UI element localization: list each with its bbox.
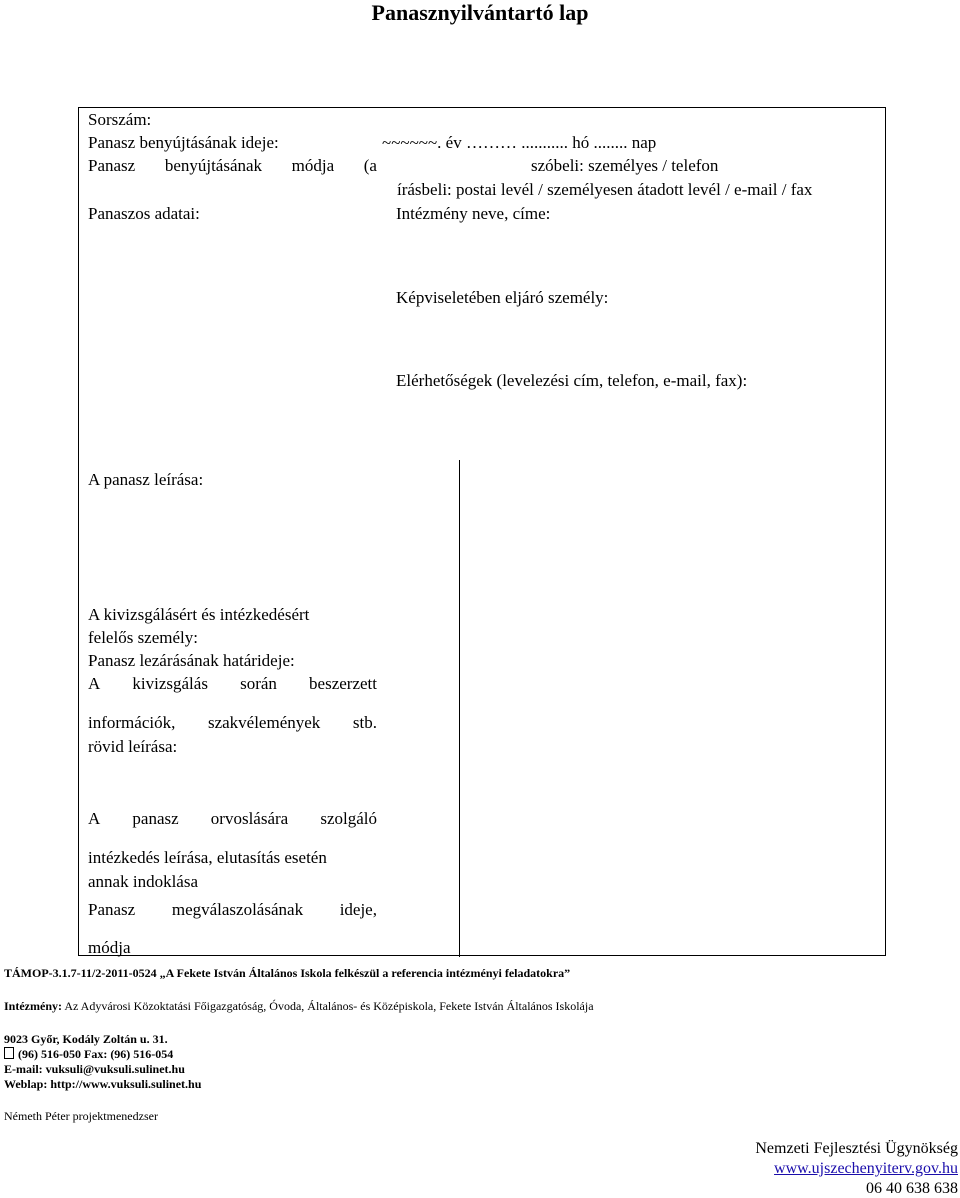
submission-date-label: Panasz benyújtásának ideje: [88,133,279,152]
remedy-label-line1: A panasz orvoslására szolgáló [88,809,377,828]
institution-line [4,999,594,1014]
remedy-label-line3: annak indoklása [88,872,198,891]
serial-label: Sorszám: [88,110,152,129]
submission-mode-label: Panasz benyújtásának módja (a [88,156,377,175]
contacts-label: Elérhetőségek (levelezési cím, telefon, e-mail, fax): [396,371,748,390]
institution-label: Intézmény neve, címe: [396,204,551,223]
reply-label-line1: Panasz megválaszolásának ideje, [88,900,377,919]
phone-fax-line: (96) 516-050 Fax: (96) 516-054 [4,1047,173,1062]
column-divider [459,460,460,957]
institution-line-label: Intézmény: [4,999,62,1013]
email-line: E-mail: vuksuli@vuksuli.sulinet.hu [4,1062,185,1076]
representative-label: Képviseletében eljáró személy: [396,288,609,307]
info-label-line3: rövid leírása: [88,737,178,756]
address-line: 9023 Győr, Kodály Zoltán u. 31. [4,1032,168,1046]
website-line: Weblap: http://www.vuksuli.sulinet.hu [4,1077,202,1091]
agency-phone: 06 40 638 638 [866,1180,958,1197]
agency-website-link[interactable]: www.ujszechenyiterv.gov.hu [774,1160,958,1177]
info-label-line1: A kivizsgálás során beszerzett [88,674,377,693]
project-id-line: TÁMOP-3.1.7-11/2-2011-0524 „A Fekete István Általános Iskola felkészül a referencia intézményi feladatokra” [4,966,571,980]
responsible-label-line1: A kivizsgálásért és intézkedésért [88,605,310,624]
reply-label-line2: módja [88,938,131,957]
submission-date-value: ~~~~~~. év ……… ........... hó ........ nap [382,133,657,152]
project-manager-line: Németh Péter projektmenedzser [4,1109,158,1123]
remedy-label-line2: intézkedés leírása, elutasítás esetén [88,848,327,867]
institution-line-value: Az Adyvárosi Közoktatási Főigazgatóság, Óvoda, Általános- és Középiskola, Fekete István Általános Iskolája [64,999,594,1013]
responsible-label-line2: felelős személy: [88,628,198,647]
complainant-label: Panaszos adatai: [88,204,200,223]
phone-icon [4,1047,14,1059]
mode-written-options: írásbeli: postai levél / személyesen átadott levél / e-mail / fax [397,180,813,199]
deadline-label: Panasz lezárásának határideje: [88,651,295,670]
page-title: Panasznyilvántartó lap [371,0,589,25]
info-label-line2: információk, szakvélemények stb. [88,713,377,732]
description-label: A panasz leírása: [88,470,204,489]
mode-oral-options: szóbeli: személyes / telefon [531,156,719,175]
agency-name: Nemzeti Fejlesztési Ügynökség [755,1140,958,1157]
